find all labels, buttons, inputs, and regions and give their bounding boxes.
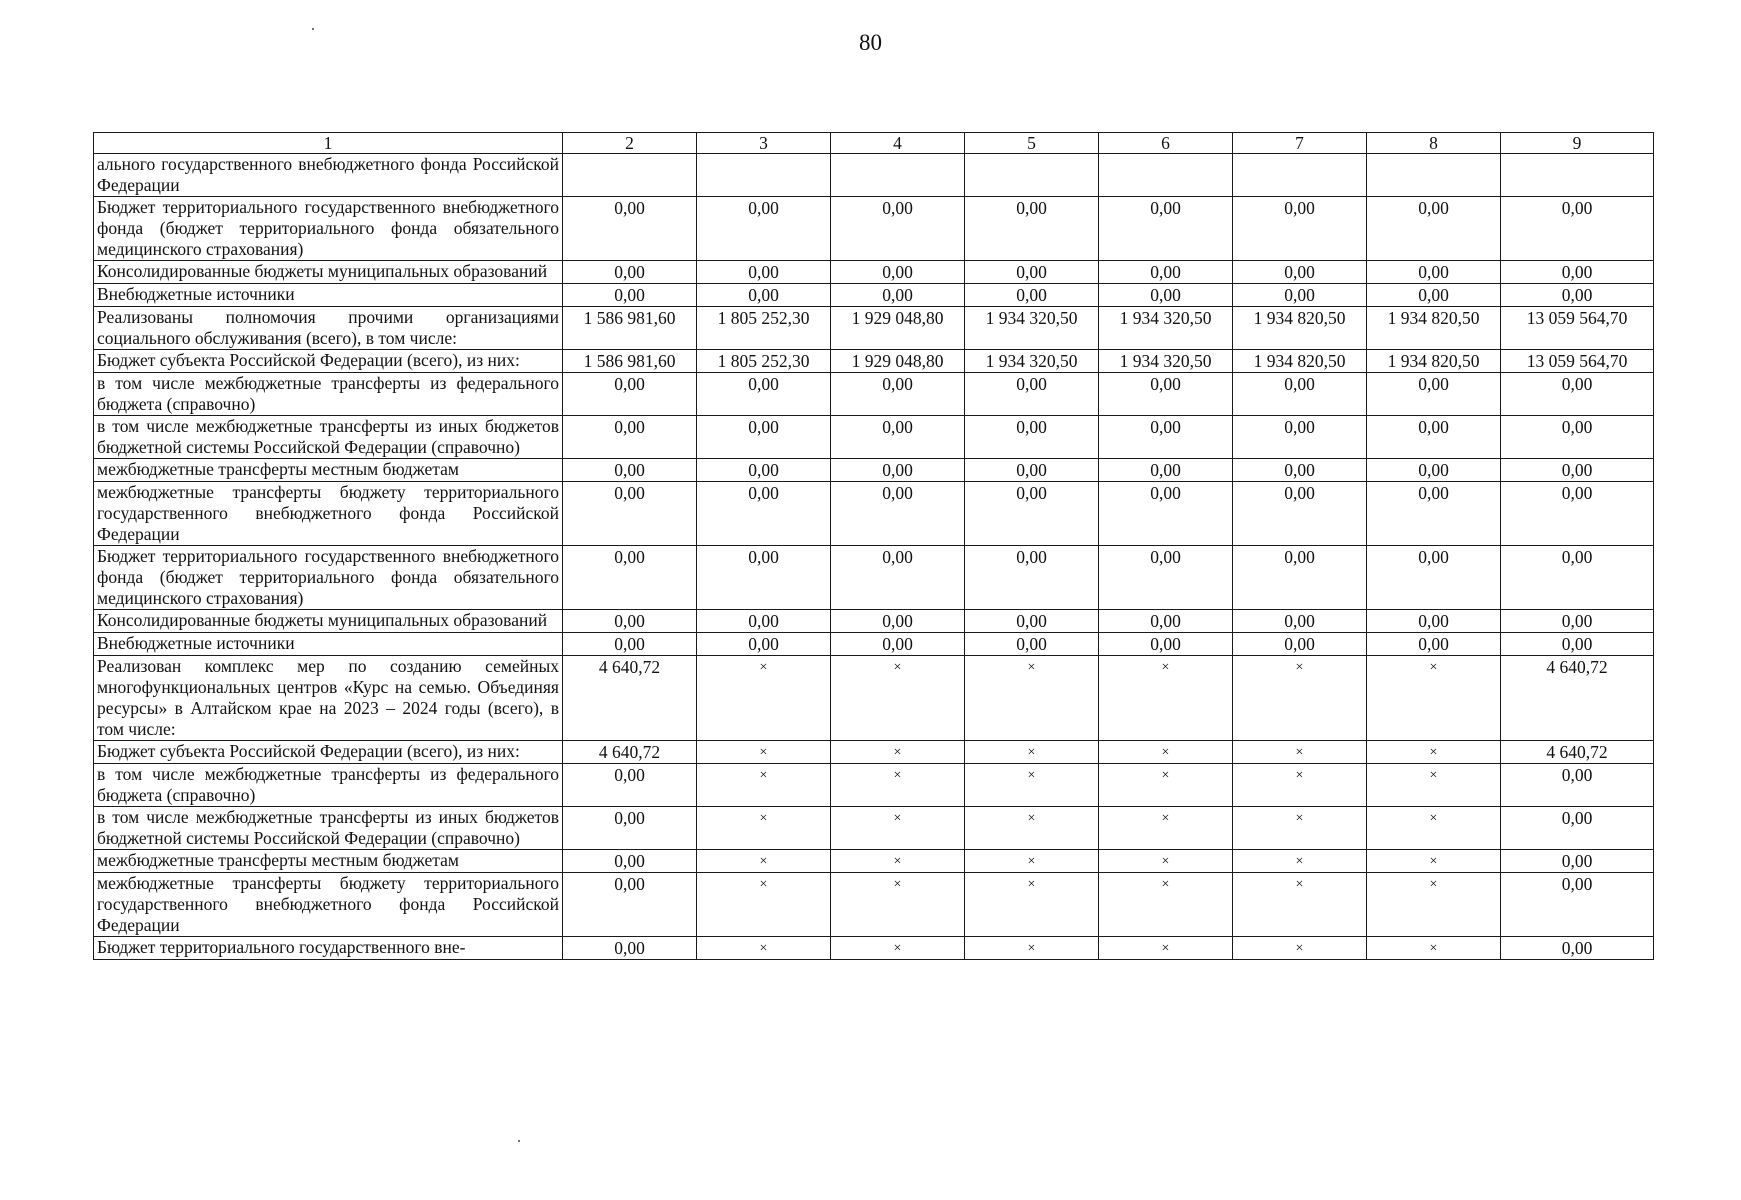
value-cell-col-6: 1 934 320,50: [1099, 307, 1233, 350]
value-cell-col-4: ×: [831, 873, 965, 937]
row-label: Бюджет субъекта Российской Федерации (всего), из них:: [94, 741, 563, 764]
value-cell-col-9: 0,00: [1501, 459, 1654, 482]
row-label: Реализован комплекс мер по созданию семейных многофункциональных центров «Курс на семью. Объединяя ресурсы» в Алтайском крае на 2023 – 2024 годы (всего), в том числе:: [94, 656, 563, 741]
column-number-3: 3: [697, 133, 831, 154]
scan-speck: [312, 28, 314, 30]
value-cell-col-7: ×: [1233, 850, 1367, 873]
value-cell-col-2: 0,00: [563, 633, 697, 656]
value-cell-col-9: 0,00: [1501, 416, 1654, 459]
value-cell-col-3: 0,00: [697, 482, 831, 546]
value-cell-col-4: 0,00: [831, 261, 965, 284]
value-cell-col-3: 0,00: [697, 373, 831, 416]
value-cell-col-9: 0,00: [1501, 807, 1654, 850]
value-cell-col-8: ×: [1367, 807, 1501, 850]
budget-table-container: [93, 132, 1653, 960]
value-cell-col-9: 0,00: [1501, 937, 1654, 960]
value-cell-col-2: 1 586 981,60: [563, 307, 697, 350]
value-cell-col-8: ×: [1367, 937, 1501, 960]
column-number-4: 4: [831, 133, 965, 154]
value-cell-col-6: ×: [1099, 850, 1233, 873]
row-label: Консолидированные бюджеты муниципальных образований: [94, 261, 563, 284]
value-cell-col-2: 0,00: [563, 284, 697, 307]
value-cell-col-6: 0,00: [1099, 197, 1233, 261]
row-label: в том числе межбюджетные трансферты из иных бюджетов бюджетной системы Российской Федерации (справочно): [94, 807, 563, 850]
row-label: межбюджетные трансферты местным бюджетам: [94, 850, 563, 873]
value-cell-col-9: 0,00: [1501, 764, 1654, 807]
column-number-8: 8: [1367, 133, 1501, 154]
table-body: [94, 154, 1654, 960]
value-cell-col-7: ×: [1233, 807, 1367, 850]
value-cell-col-6: ×: [1099, 807, 1233, 850]
value-cell-col-7: 0,00: [1233, 482, 1367, 546]
value-cell-col-6: ×: [1099, 656, 1233, 741]
value-cell-col-8: 0,00: [1367, 459, 1501, 482]
value-cell-col-8: 0,00: [1367, 610, 1501, 633]
value-cell-col-2: 0,00: [563, 546, 697, 610]
table-row: [94, 197, 1654, 261]
value-cell-col-4: 0,00: [831, 482, 965, 546]
table-row: [94, 307, 1654, 350]
value-cell-col-7: 0,00: [1233, 416, 1367, 459]
value-cell-col-4: 1 929 048,80: [831, 350, 965, 373]
value-cell-col-4: 0,00: [831, 373, 965, 416]
value-cell-col-2: 0,00: [563, 873, 697, 937]
row-label: ального государственного внебюджетного фонда Российской Федерации: [94, 154, 563, 197]
value-cell-col-8: 0,00: [1367, 284, 1501, 307]
value-cell-col-3: 0,00: [697, 416, 831, 459]
value-cell-col-8: 1 934 820,50: [1367, 350, 1501, 373]
table-row: [94, 546, 1654, 610]
value-cell-col-5: 0,00: [965, 459, 1099, 482]
page-number: 80: [859, 30, 882, 55]
table-row: [94, 482, 1654, 546]
value-cell-col-6: 1 934 320,50: [1099, 350, 1233, 373]
row-label: межбюджетные трансферты бюджету территориального государственного внебюджетного фонда Российской Федерации: [94, 873, 563, 937]
table-row: [94, 807, 1654, 850]
value-cell-col-3: 0,00: [697, 633, 831, 656]
value-cell-col-2: 0,00: [563, 937, 697, 960]
table-row: [94, 873, 1654, 937]
value-cell-col-8: 1 934 820,50: [1367, 307, 1501, 350]
value-cell-col-5: [965, 154, 1099, 197]
value-cell-col-5: 0,00: [965, 284, 1099, 307]
value-cell-col-3: ×: [697, 656, 831, 741]
value-cell-col-3: ×: [697, 741, 831, 764]
value-cell-col-5: 1 934 320,50: [965, 307, 1099, 350]
value-cell-col-2: 0,00: [563, 850, 697, 873]
value-cell-col-4: ×: [831, 656, 965, 741]
value-cell-col-6: 0,00: [1099, 459, 1233, 482]
value-cell-col-4: [831, 154, 965, 197]
value-cell-col-7: 0,00: [1233, 610, 1367, 633]
table-row: [94, 633, 1654, 656]
value-cell-col-8: 0,00: [1367, 546, 1501, 610]
value-cell-col-7: 0,00: [1233, 546, 1367, 610]
value-cell-col-6: 0,00: [1099, 373, 1233, 416]
value-cell-col-2: 0,00: [563, 416, 697, 459]
value-cell-col-5: ×: [965, 937, 1099, 960]
value-cell-col-9: 4 640,72: [1501, 741, 1654, 764]
row-label: Бюджет территориального государственного вне-: [94, 937, 563, 960]
value-cell-col-3: ×: [697, 873, 831, 937]
value-cell-col-5: 0,00: [965, 482, 1099, 546]
value-cell-col-8: ×: [1367, 656, 1501, 741]
value-cell-col-7: ×: [1233, 873, 1367, 937]
table-row: [94, 154, 1654, 197]
table-row: [94, 741, 1654, 764]
value-cell-col-8: 0,00: [1367, 482, 1501, 546]
value-cell-col-4: ×: [831, 764, 965, 807]
column-number-2: 2: [563, 133, 697, 154]
value-cell-col-4: 1 929 048,80: [831, 307, 965, 350]
value-cell-col-5: ×: [965, 850, 1099, 873]
value-cell-col-3: 1 805 252,30: [697, 307, 831, 350]
value-cell-col-3: 0,00: [697, 197, 831, 261]
value-cell-col-5: 0,00: [965, 416, 1099, 459]
table-row: [94, 350, 1654, 373]
value-cell-col-9: 0,00: [1501, 197, 1654, 261]
value-cell-col-4: 0,00: [831, 416, 965, 459]
value-cell-col-2: 0,00: [563, 459, 697, 482]
scan-speck: [518, 1140, 520, 1142]
value-cell-col-4: 0,00: [831, 284, 965, 307]
table-row: [94, 284, 1654, 307]
value-cell-col-9: 0,00: [1501, 546, 1654, 610]
value-cell-col-8: [1367, 154, 1501, 197]
row-label: в том числе межбюджетные трансферты из иных бюджетов бюджетной системы Российской Федерации (справочно): [94, 416, 563, 459]
table-row: [94, 850, 1654, 873]
value-cell-col-7: 0,00: [1233, 261, 1367, 284]
value-cell-col-7: 0,00: [1233, 284, 1367, 307]
value-cell-col-6: ×: [1099, 937, 1233, 960]
value-cell-col-3: ×: [697, 937, 831, 960]
value-cell-col-5: 0,00: [965, 546, 1099, 610]
value-cell-col-3: 0,00: [697, 546, 831, 610]
value-cell-col-3: 0,00: [697, 610, 831, 633]
value-cell-col-9: 0,00: [1501, 850, 1654, 873]
value-cell-col-7: ×: [1233, 656, 1367, 741]
value-cell-col-2: 0,00: [563, 261, 697, 284]
value-cell-col-7: ×: [1233, 741, 1367, 764]
value-cell-col-2: 4 640,72: [563, 656, 697, 741]
value-cell-col-5: 0,00: [965, 373, 1099, 416]
value-cell-col-6: 0,00: [1099, 416, 1233, 459]
value-cell-col-4: 0,00: [831, 459, 965, 482]
column-number-row: [94, 133, 1654, 154]
value-cell-col-3: ×: [697, 807, 831, 850]
column-number-9: 9: [1501, 133, 1654, 154]
value-cell-col-5: 0,00: [965, 261, 1099, 284]
row-label: Бюджет территориального государственного внебюджетного фонда (бюджет территориального фонда обязательного медицинского страхования): [94, 546, 563, 610]
value-cell-col-5: ×: [965, 741, 1099, 764]
value-cell-col-7: 0,00: [1233, 633, 1367, 656]
value-cell-col-8: ×: [1367, 850, 1501, 873]
value-cell-col-6: 0,00: [1099, 284, 1233, 307]
row-label: Бюджет субъекта Российской Федерации (всего), из них:: [94, 350, 563, 373]
value-cell-col-6: 0,00: [1099, 546, 1233, 610]
value-cell-col-7: ×: [1233, 764, 1367, 807]
value-cell-col-2: 0,00: [563, 807, 697, 850]
value-cell-col-8: ×: [1367, 873, 1501, 937]
budget-table: [93, 132, 1654, 960]
value-cell-col-7: ×: [1233, 937, 1367, 960]
value-cell-col-5: ×: [965, 807, 1099, 850]
table-row: [94, 373, 1654, 416]
value-cell-col-6: ×: [1099, 741, 1233, 764]
value-cell-col-5: 1 934 320,50: [965, 350, 1099, 373]
value-cell-col-6: 0,00: [1099, 261, 1233, 284]
row-label: в том числе межбюджетные трансферты из федерального бюджета (справочно): [94, 373, 563, 416]
value-cell-col-5: 0,00: [965, 197, 1099, 261]
value-cell-col-6: 0,00: [1099, 633, 1233, 656]
value-cell-col-4: ×: [831, 741, 965, 764]
row-label: Внебюджетные источники: [94, 284, 563, 307]
value-cell-col-2: 0,00: [563, 764, 697, 807]
value-cell-col-5: 0,00: [965, 610, 1099, 633]
value-cell-col-8: 0,00: [1367, 197, 1501, 261]
value-cell-col-9: [1501, 154, 1654, 197]
value-cell-col-7: [1233, 154, 1367, 197]
column-number-6: 6: [1099, 133, 1233, 154]
value-cell-col-2: 0,00: [563, 373, 697, 416]
value-cell-col-2: 1 586 981,60: [563, 350, 697, 373]
value-cell-col-3: 0,00: [697, 284, 831, 307]
value-cell-col-9: 0,00: [1501, 373, 1654, 416]
row-label: Внебюджетные источники: [94, 633, 563, 656]
value-cell-col-5: 0,00: [965, 633, 1099, 656]
value-cell-col-5: ×: [965, 764, 1099, 807]
value-cell-col-8: ×: [1367, 764, 1501, 807]
column-number-5: 5: [965, 133, 1099, 154]
value-cell-col-6: ×: [1099, 764, 1233, 807]
value-cell-col-4: ×: [831, 807, 965, 850]
value-cell-col-4: ×: [831, 850, 965, 873]
value-cell-col-7: 0,00: [1233, 459, 1367, 482]
table-row: [94, 416, 1654, 459]
value-cell-col-9: 0,00: [1501, 610, 1654, 633]
value-cell-col-2: 0,00: [563, 482, 697, 546]
table-row: [94, 656, 1654, 741]
column-number-1: 1: [94, 133, 563, 154]
value-cell-col-4: 0,00: [831, 546, 965, 610]
value-cell-col-4: ×: [831, 937, 965, 960]
value-cell-col-6: 0,00: [1099, 482, 1233, 546]
value-cell-col-9: 4 640,72: [1501, 656, 1654, 741]
table-row: [94, 261, 1654, 284]
value-cell-col-8: 0,00: [1367, 633, 1501, 656]
value-cell-col-6: ×: [1099, 873, 1233, 937]
table-row: [94, 764, 1654, 807]
row-label: Консолидированные бюджеты муниципальных образований: [94, 610, 563, 633]
value-cell-col-3: 0,00: [697, 261, 831, 284]
value-cell-col-3: 1 805 252,30: [697, 350, 831, 373]
value-cell-col-9: 0,00: [1501, 633, 1654, 656]
value-cell-col-9: 0,00: [1501, 261, 1654, 284]
value-cell-col-9: 13 059 564,70: [1501, 307, 1654, 350]
value-cell-col-2: [563, 154, 697, 197]
row-label: Реализованы полномочия прочими организациями социального обслуживания (всего), в том числе:: [94, 307, 563, 350]
value-cell-col-6: [1099, 154, 1233, 197]
value-cell-col-6: 0,00: [1099, 610, 1233, 633]
value-cell-col-9: 13 059 564,70: [1501, 350, 1654, 373]
value-cell-col-3: [697, 154, 831, 197]
value-cell-col-8: 0,00: [1367, 373, 1501, 416]
value-cell-col-7: 0,00: [1233, 373, 1367, 416]
table-row: [94, 937, 1654, 960]
value-cell-col-7: 0,00: [1233, 197, 1367, 261]
value-cell-col-3: ×: [697, 764, 831, 807]
value-cell-col-7: 1 934 820,50: [1233, 350, 1367, 373]
value-cell-col-2: 4 640,72: [563, 741, 697, 764]
row-label: Бюджет территориального государственного внебюджетного фонда (бюджет территориального фонда обязательного медицинского страхования): [94, 197, 563, 261]
table-row: [94, 610, 1654, 633]
value-cell-col-8: ×: [1367, 741, 1501, 764]
value-cell-col-5: ×: [965, 873, 1099, 937]
value-cell-col-8: 0,00: [1367, 261, 1501, 284]
value-cell-col-7: 1 934 820,50: [1233, 307, 1367, 350]
value-cell-col-2: 0,00: [563, 610, 697, 633]
column-number-7: 7: [1233, 133, 1367, 154]
value-cell-col-9: 0,00: [1501, 284, 1654, 307]
value-cell-col-3: 0,00: [697, 459, 831, 482]
row-label: межбюджетные трансферты бюджету территориального государственного внебюджетного фонда Российской Федерации: [94, 482, 563, 546]
row-label: межбюджетные трансферты местным бюджетам: [94, 459, 563, 482]
value-cell-col-5: ×: [965, 656, 1099, 741]
value-cell-col-9: 0,00: [1501, 482, 1654, 546]
row-label: в том числе межбюджетные трансферты из федерального бюджета (справочно): [94, 764, 563, 807]
value-cell-col-4: 0,00: [831, 633, 965, 656]
value-cell-col-8: 0,00: [1367, 416, 1501, 459]
value-cell-col-2: 0,00: [563, 197, 697, 261]
value-cell-col-4: 0,00: [831, 197, 965, 261]
value-cell-col-9: 0,00: [1501, 873, 1654, 937]
table-row: [94, 459, 1654, 482]
value-cell-col-4: 0,00: [831, 610, 965, 633]
value-cell-col-3: ×: [697, 850, 831, 873]
